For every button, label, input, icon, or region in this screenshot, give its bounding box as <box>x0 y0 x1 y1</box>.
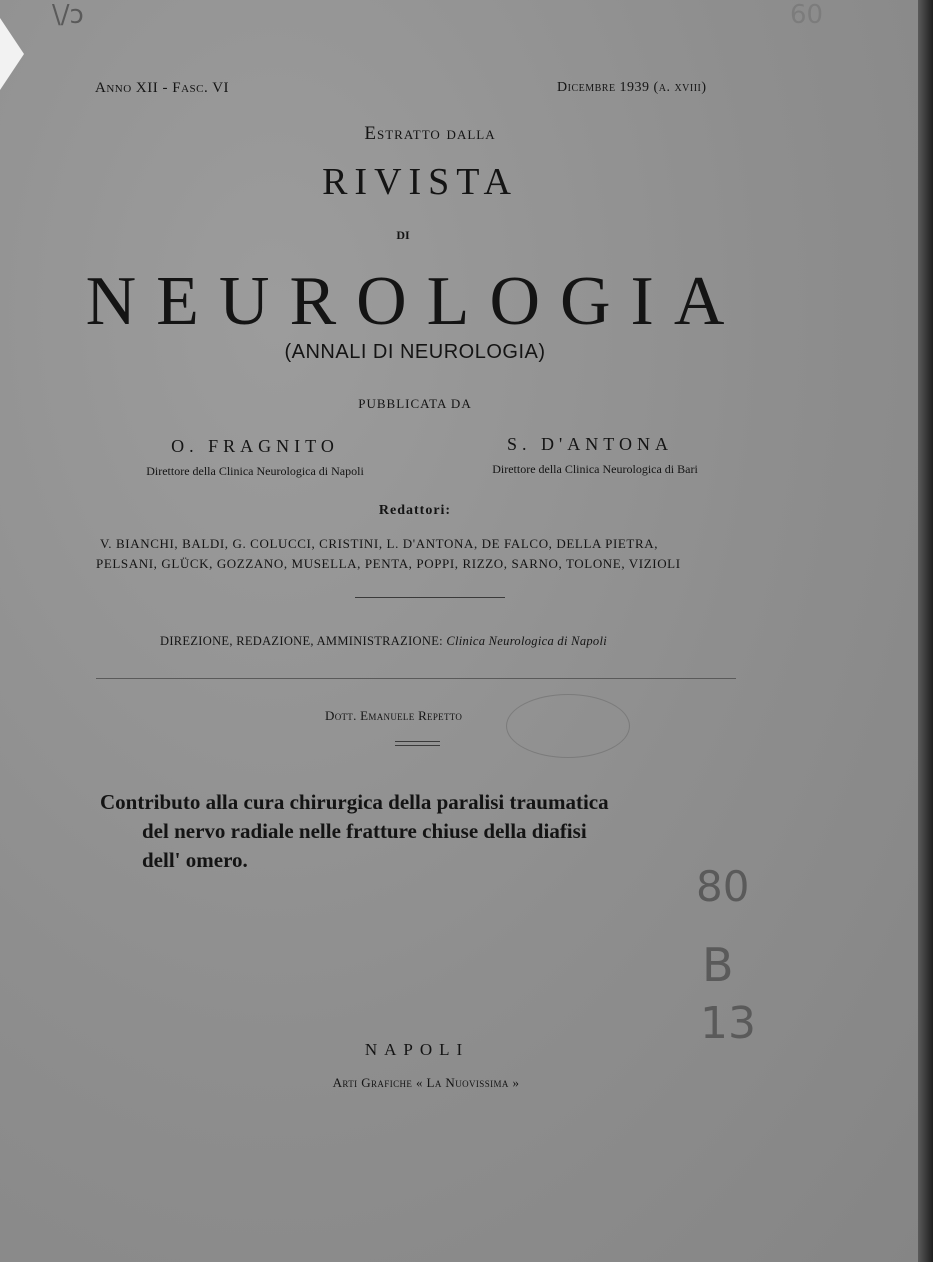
journal-subtitle: (ANNALI DI NEUROLOGIA) <box>284 341 546 363</box>
journal-title-di: DI <box>396 228 410 242</box>
issue-date: Dicembre 1939 (a. xviii) <box>557 80 707 95</box>
editor-description: Direttore della Clinica Neurologica di Napoli <box>146 464 364 478</box>
redattori-list-line: V. BIANCHI, BALDI, G. COLUCCI, CRISTINI, L. D'ANTONA, DE FALCO, DELLA PIETRA, <box>100 536 659 551</box>
divider <box>96 678 736 679</box>
journal-title-neurologia: NEUROLOGIA <box>85 263 745 340</box>
handwritten-mark-top-right: 60 <box>790 0 824 30</box>
direction-place: Clinica Neurologica di Napoli <box>446 634 608 648</box>
handwritten-shelfmark: 13 <box>700 998 756 1049</box>
redattori-label: Redattori: <box>378 503 452 518</box>
handwritten-mark-top-left: \/ɔ <box>52 0 84 30</box>
editor-name: O. FRAGNITO <box>171 436 339 456</box>
article-author: Dott. Emanuele Repetto <box>325 708 463 723</box>
divider <box>395 745 440 746</box>
page-edge <box>918 0 933 1262</box>
redattori-list-line: PELSANI, GLÜCK, GOZZANO, MUSELLA, PENTA, POPPI, RIZZO, SARNO, TOLONE, VIZIOLI <box>96 556 681 571</box>
direction-address <box>160 634 607 649</box>
torn-corner <box>0 18 24 90</box>
library-stamp <box>506 694 630 758</box>
editor-description: Direttore della Clinica Neurologica di Bari <box>492 462 698 476</box>
published-by-label: PUBBLICATA DA <box>358 396 472 411</box>
article-title <box>100 788 780 875</box>
direction-label: DIREZIONE, REDAZIONE, AMMINISTRAZIONE: <box>160 634 443 648</box>
extract-label: Estratto dalla <box>364 123 496 144</box>
issue-number: Anno XII - Fasc. VI <box>95 80 230 96</box>
divider <box>355 597 505 598</box>
imprint-city: NAPOLI <box>364 1040 470 1059</box>
article-title-line: dell' omero. <box>142 848 248 872</box>
editor-name: S. D'ANTONA <box>507 434 673 454</box>
journal-title-rivista: RIVISTA <box>322 161 518 203</box>
handwritten-shelfmark: B <box>702 938 734 992</box>
imprint-printer: Arti Grafiche « La Nuovissima » <box>332 1075 520 1090</box>
divider <box>395 741 440 742</box>
article-title-line: Contributo alla cura chirurgica della paralisi traumatica <box>100 790 609 814</box>
handwritten-shelfmark: 80 <box>696 862 750 911</box>
article-title-line: del nervo radiale nelle fratture chiuse della diafisi <box>142 819 587 843</box>
